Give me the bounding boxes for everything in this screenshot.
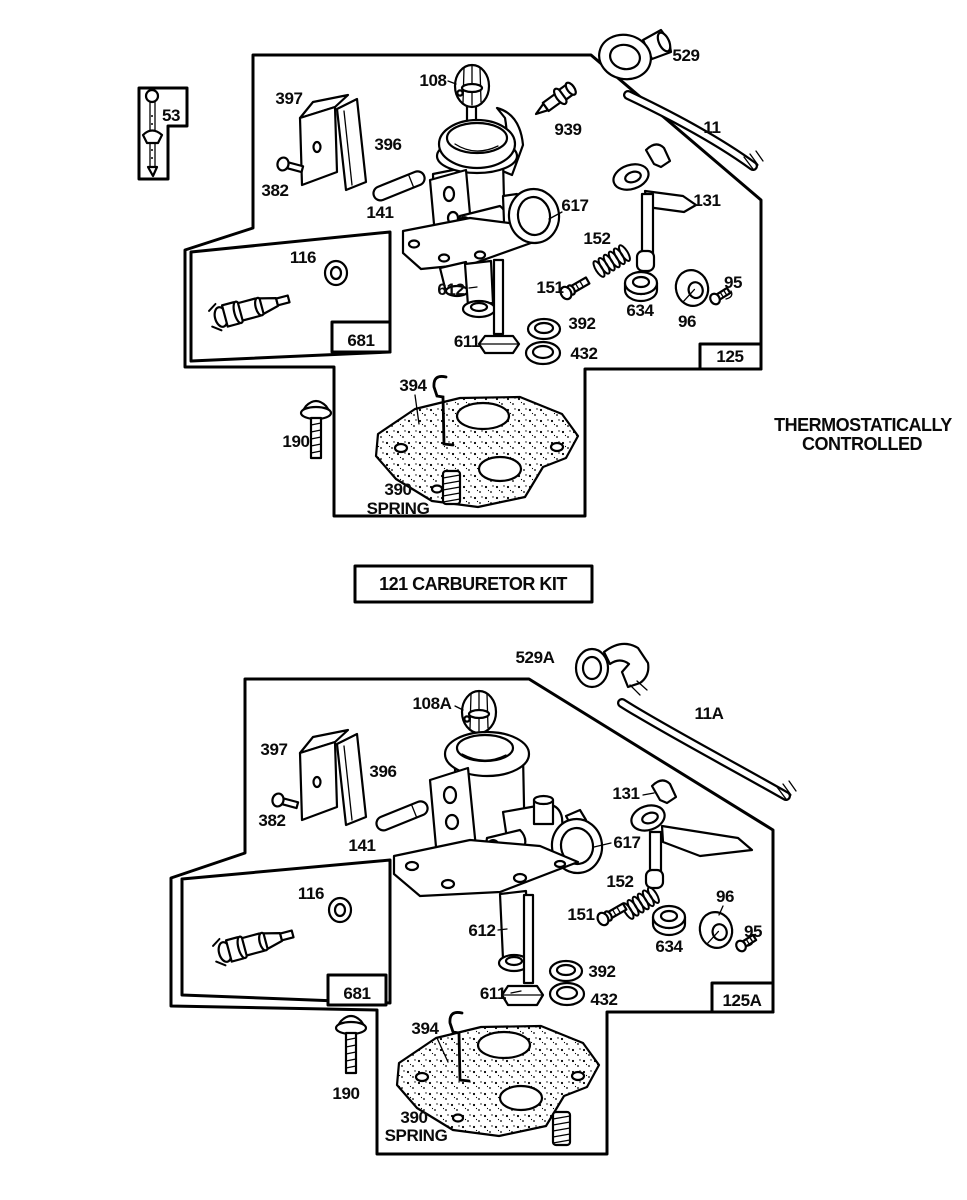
bottom-part-label-382: 382	[258, 811, 286, 830]
bottom-part-131-throttle-shaft	[628, 780, 752, 888]
top-part-label-190: 190	[282, 432, 310, 451]
top-part-11-fuel-pipe	[628, 95, 763, 169]
bottom-part-label-96: 96	[715, 887, 735, 906]
bottom-part-label-151: 151	[567, 905, 595, 924]
top-part-116-needle	[207, 285, 292, 332]
bottom-part-151-screw	[595, 901, 627, 927]
top-part-label-529: 529	[672, 46, 700, 65]
bottom-part-label-392: 392	[588, 962, 616, 981]
bottom-part-label-131: 131	[612, 784, 640, 803]
top-rod-tag: 53	[161, 106, 181, 125]
top-part-108-choke-knob	[455, 65, 489, 121]
top-part-label-108: 108	[419, 71, 447, 90]
bottom-inset-tag: 681	[343, 984, 371, 1003]
annotation-line2: CONTROLLED	[802, 434, 922, 454]
bottom-part-label-95: 95	[743, 922, 763, 941]
bottom-part-label-141: 141	[348, 836, 376, 855]
top-part-label-392: 392	[568, 314, 596, 333]
top-part-label-96: 96	[677, 312, 697, 331]
top-part-label-939: 939	[554, 120, 582, 139]
top-part-label-634: 634	[626, 301, 654, 320]
bottom-part-390-spring	[553, 1112, 570, 1145]
top-panel-tag: 125	[716, 347, 744, 366]
top-part-397-choke-block	[300, 95, 366, 190]
bottom-part-label-116: 116	[297, 884, 325, 903]
bottom-part-label-190: 190	[332, 1084, 360, 1103]
top-part-53-rod	[143, 90, 162, 176]
bottom-part-label-617: 617	[613, 833, 641, 852]
top-part-label-394: 394	[399, 376, 427, 395]
top-assembly	[139, 30, 763, 518]
bottom-part-label-432: 432	[590, 990, 618, 1009]
leader-131b	[643, 793, 654, 795]
top-part-label-131: 131	[693, 191, 721, 210]
top-part-label-95: 95	[723, 273, 743, 292]
top-part-141-pin	[371, 169, 426, 202]
bottom-part-392-washer	[550, 961, 582, 981]
bottom-part-label-529a: 529A	[515, 648, 555, 667]
top-part-152-spring	[592, 244, 632, 279]
top-part-939-needle	[531, 79, 579, 121]
bottom-part-382-screw	[271, 792, 299, 811]
top-part-label-390: 390	[384, 480, 412, 499]
top-part-label-151: 151	[536, 278, 564, 297]
top-part-label-432: 432	[570, 344, 598, 363]
top-part-label-397: 397	[275, 89, 303, 108]
bottom-part-432-seal	[550, 983, 584, 1005]
top-part-634-seal	[625, 272, 657, 301]
bottom-part-label-152: 152	[606, 872, 634, 891]
top-part-116-seat	[325, 261, 347, 285]
bottom-part-label-397: 397	[260, 740, 288, 759]
bottom-part-label-611: 611	[479, 984, 507, 1003]
top-part-label-141: 141	[366, 203, 394, 222]
bottom-part-634-seal	[653, 906, 685, 935]
kit-title-label: 121 CARBURETOR KIT	[379, 574, 567, 594]
top-part-label-612: 612	[437, 280, 465, 299]
top-part-390-spring	[443, 471, 460, 504]
bottom-part-label-390: 390	[400, 1108, 428, 1127]
top-part-432-seal	[526, 342, 560, 364]
top-inset-tag: 681	[347, 331, 375, 350]
bottom-part-label-11a: 11A	[694, 704, 724, 723]
top-part-label-152: 152	[583, 229, 611, 248]
bottom-part-397-choke-block	[300, 730, 366, 825]
top-part-label-spring: SPRING	[366, 499, 430, 518]
top-part-label-382: 382	[261, 181, 289, 200]
bottom-part-96-cup	[696, 908, 736, 951]
bottom-part-116-seat	[329, 898, 351, 922]
top-part-label-611: 611	[453, 332, 481, 351]
bottom-part-label-612: 612	[468, 921, 496, 940]
kit-title	[355, 566, 592, 602]
bottom-part-label-108a: 108A	[412, 694, 452, 713]
bottom-part-529a-elbow	[576, 644, 648, 695]
annotation-line1: THERMOSTATICALLY	[774, 415, 952, 435]
top-part-label-116: 116	[289, 248, 317, 267]
bottom-assembly	[171, 644, 796, 1154]
top-part-392-washer	[528, 319, 560, 339]
bottom-part-141-pin	[374, 799, 429, 832]
top-part-label-617: 617	[561, 196, 589, 215]
bottom-part-label-394: 394	[411, 1019, 439, 1038]
thermostatic-annotation	[774, 415, 952, 454]
bottom-part-116-needle	[211, 920, 296, 967]
bottom-part-label-spring: SPRING	[384, 1126, 448, 1145]
bottom-part-label-634: 634	[655, 937, 683, 956]
bottom-part-label-396: 396	[369, 762, 397, 781]
top-part-96-cup	[672, 266, 712, 309]
bottom-part-190-screw	[336, 1016, 366, 1073]
top-part-382-screw	[276, 156, 304, 175]
top-part-label-11: 11	[703, 118, 721, 137]
top-part-label-396: 396	[374, 135, 402, 154]
bottom-panel-tag: 125A	[722, 991, 762, 1010]
top-part-131-throttle-shaft	[610, 144, 696, 271]
top-part-529-grommet	[595, 30, 673, 84]
top-part-612-tube	[463, 261, 495, 317]
